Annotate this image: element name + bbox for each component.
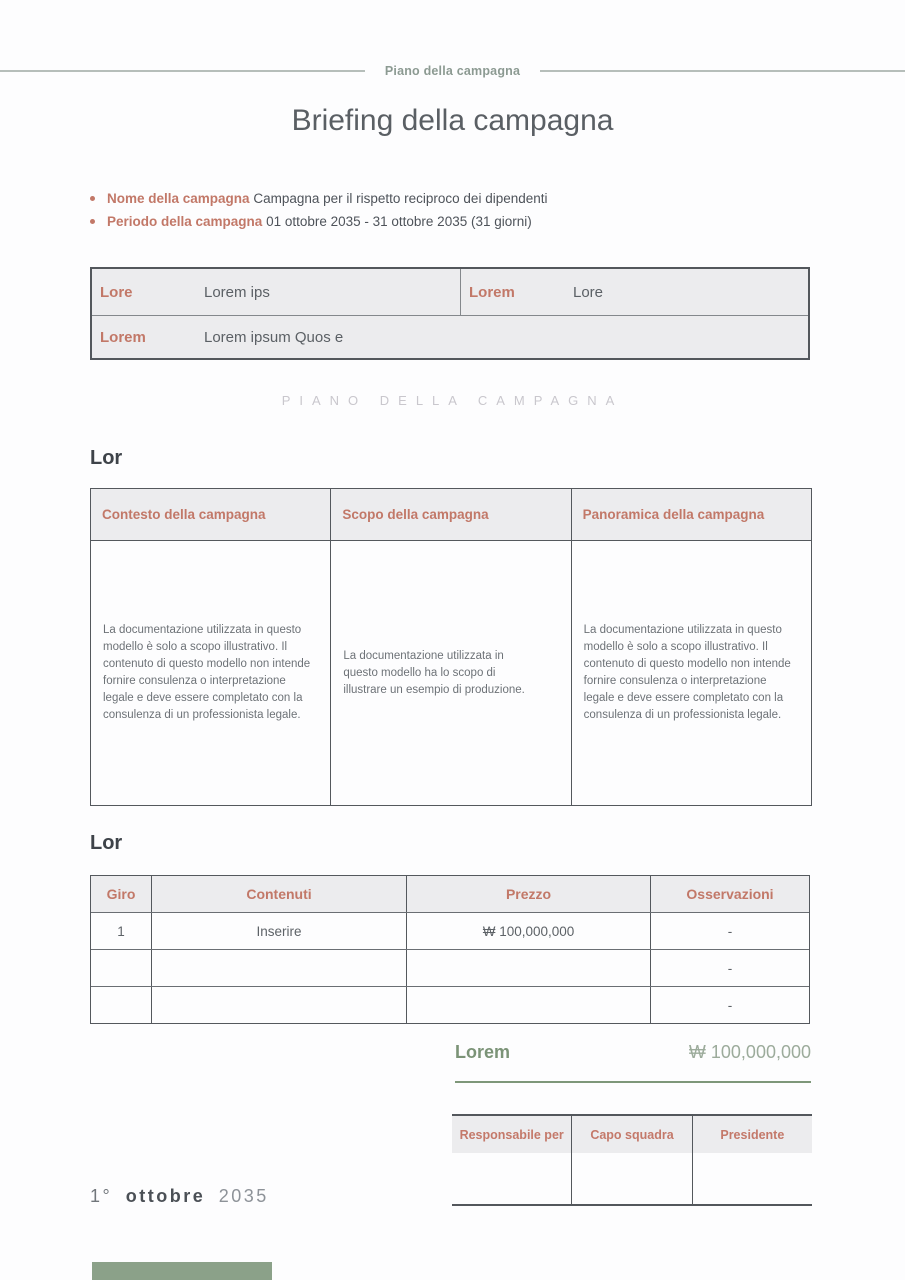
header-rule-line-left: [0, 70, 365, 72]
signature-column-header: Presidente: [693, 1116, 812, 1153]
date-year: 2035: [218, 1186, 269, 1206]
column-header: Prezzo: [406, 876, 650, 912]
info-cell-label: Lore: [100, 283, 133, 301]
signature-column-header: Responsabile per: [452, 1116, 571, 1153]
info-table-row: [92, 316, 808, 358]
table-cell: [151, 950, 406, 986]
info-cell-value: Lorem ipsum Quos e: [204, 328, 344, 346]
section-heading-plan: Lor: [90, 447, 123, 469]
table-cell: Inserire: [151, 913, 406, 949]
total-row: [455, 1042, 811, 1083]
table-cell: [406, 987, 650, 1023]
header-rule-line-right: [540, 70, 905, 72]
list-item-campaign-name: [90, 191, 548, 207]
context-column-header: Panoramica della campagna: [572, 489, 811, 541]
signature-area: [693, 1153, 812, 1204]
info-cell-label: Lorem: [100, 328, 146, 346]
table-cell: -: [650, 987, 809, 1023]
table-cell: ₩ 100,000,000: [406, 913, 650, 949]
signature-area: [452, 1153, 571, 1204]
info-table-row: [92, 269, 808, 316]
table-row: [91, 912, 809, 949]
context-column-header: Scopo della campagna: [331, 489, 570, 541]
detail-label: Periodo della campagna: [107, 214, 263, 229]
bullet-dot: [90, 219, 95, 224]
total-label: Lorem: [455, 1042, 511, 1062]
table-cell: [151, 987, 406, 1023]
table-cell: 1: [117, 923, 125, 939]
bullet-dot: [90, 196, 95, 201]
schedule-table: [90, 875, 810, 1024]
section-heading-schedule: Lor: [90, 832, 123, 854]
info-cell-value: Lore: [573, 283, 604, 301]
column-header: Contenuti: [151, 876, 406, 912]
watermark-text: PIANO DELLA CAMPAGNA: [281, 393, 624, 408]
signature-column-header: Capo squadra: [572, 1116, 691, 1153]
column-header: Giro: [106, 886, 136, 902]
context-column-body: La documentazione utilizzata in questo modello è solo a scopo illustrativo. Il contenuto di questo modello non intende fornire consulenza o interpretazione legale e deve essere completato con la consulenza di un professionista legale.: [103, 624, 311, 721]
list-item-campaign-period: [90, 214, 548, 230]
info-cell-value: Lorem ips: [204, 283, 270, 301]
document-date: [90, 1186, 269, 1207]
table-cell: -: [650, 950, 809, 986]
table-cell: [91, 950, 151, 986]
context-table: [90, 488, 812, 806]
total-value: ₩ 100,000,000: [688, 1042, 811, 1062]
footer-accent-bar: [92, 1262, 272, 1280]
signature-column: [571, 1116, 691, 1204]
context-column-body: La documentazione utilizzata in questo modello è solo a scopo illustrativo. Il contenuto di questo modello non intende fornire consulenza o interpretazione legale e deve essere completato con la consulenza di un professionista legale.: [583, 624, 791, 721]
info-cell-label: Lorem: [469, 283, 515, 301]
signature-area: [572, 1153, 691, 1204]
context-column: [330, 489, 570, 805]
signature-column: [692, 1116, 812, 1204]
table-cell: [91, 987, 151, 1023]
header-rule-label: Piano della campagna: [384, 64, 521, 78]
detail-value: 01 ottobre 2035 - 31 ottobre 2035 (31 giorni): [266, 214, 532, 229]
info-table-cell: [461, 269, 808, 315]
table-row: [91, 949, 809, 986]
info-table-cell: [92, 269, 461, 315]
context-column: [571, 489, 811, 805]
date-day: 1°: [90, 1186, 113, 1206]
signature-column: [452, 1116, 571, 1204]
schedule-table-header-row: [91, 876, 809, 912]
signature-table: [452, 1114, 812, 1206]
table-cell: [406, 950, 650, 986]
date-month: ottobre: [125, 1186, 206, 1206]
detail-value: Campagna per il rispetto reciproco dei dipendenti: [253, 191, 548, 206]
detail-label: Nome della campagna: [107, 191, 250, 206]
info-table: [90, 267, 810, 360]
page-header-rule: [0, 64, 905, 78]
context-column-header: Contesto della campagna: [91, 489, 330, 541]
campaign-details-list: [90, 191, 548, 237]
table-row: [91, 986, 809, 1023]
page-title: Briefing della campagna: [291, 104, 614, 137]
context-column-body: La documentazione utilizzata in questo modello ha lo scopo di illustrare un esempio di produzione.: [343, 649, 525, 696]
context-column: [91, 489, 330, 805]
table-cell: -: [650, 913, 809, 949]
column-header: Osservazioni: [650, 876, 809, 912]
